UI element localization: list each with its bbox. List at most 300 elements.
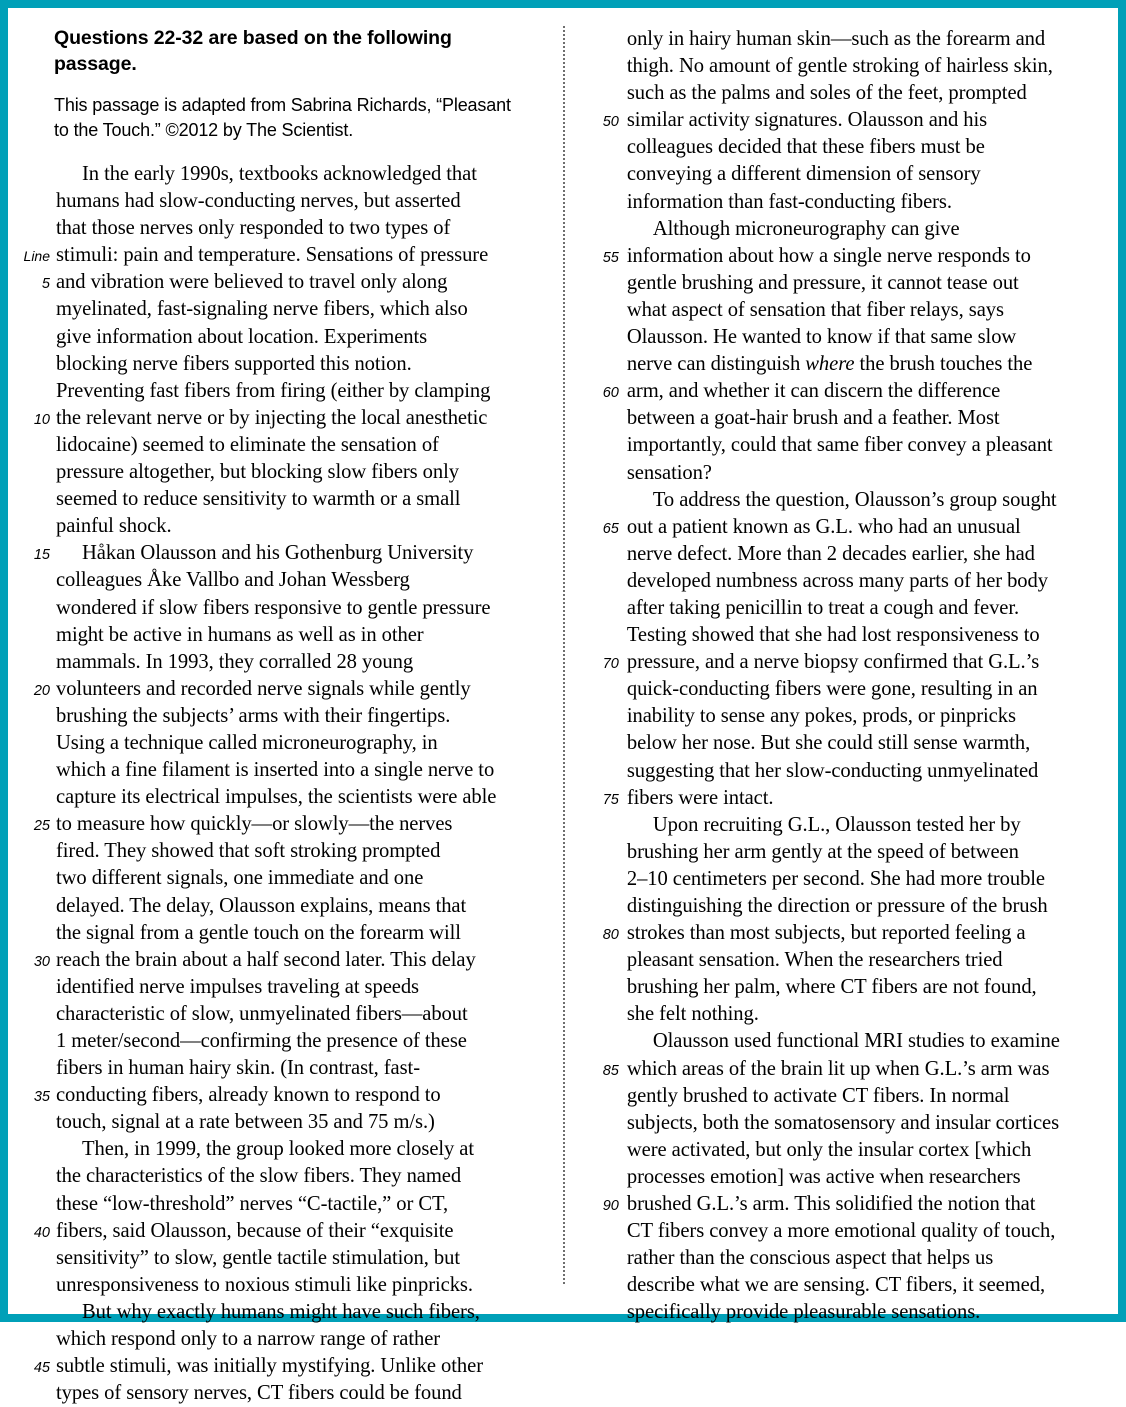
passage-line-text (56, 242, 488, 269)
line-text-run: capture its electrical impulses, the scientists were able (56, 786, 497, 809)
passage-line (589, 839, 1104, 866)
passage-line-text (56, 540, 473, 567)
passage-line-text (627, 1001, 759, 1028)
line-text-run: developed numbness across many parts of her body (626, 569, 1048, 592)
passage-line-text (627, 80, 1027, 107)
line-text-run: stimuli: pain and temperature. Sensations of pressure (56, 244, 489, 267)
passage-line-text (627, 432, 1053, 459)
line-text-pre: nerve can distinguish (626, 353, 806, 376)
passage-line-text (56, 1191, 448, 1218)
line-number: 10 (33, 411, 50, 428)
line-text-run: subjects, both the somatosensory and insular cortices (626, 1111, 1060, 1134)
passage-line (589, 568, 1104, 595)
line-number: 20 (33, 682, 50, 699)
passage-line-text (627, 568, 1048, 595)
line-text-run: brushed G.L.’s arm. This solidified the notion that (626, 1193, 1036, 1216)
line-text-run: suggesting that her slow-conducting unmyelinated (626, 759, 1039, 782)
line-text-run: distinguishing the direction or pressure of the brush (626, 895, 1048, 917)
line-number: 55 (602, 249, 619, 266)
passage-line-text (627, 216, 960, 243)
passage-line-text (627, 378, 1000, 405)
passage-line-text (56, 324, 427, 351)
line-text-run: Although microneurography can give (652, 217, 960, 240)
passage-line-text (627, 324, 1016, 351)
passage-line (18, 513, 561, 540)
line-text-run: CT fibers convey a more emotional quality of touch, (626, 1220, 1056, 1243)
passage-line-text (627, 270, 1019, 297)
passage-line (18, 1380, 561, 1407)
passage-line (589, 541, 1104, 568)
passage-line (18, 757, 561, 784)
line-text-run: delayed. The delay, Olausson explains, means that (56, 894, 467, 917)
line-text-run: unresponsiveness to noxious stimuli like pinpricks. (56, 1273, 473, 1296)
line-number: 40 (33, 1224, 50, 1241)
line-text-run: thigh. No amount of gentle stroking of hairless skin, (626, 55, 1053, 78)
passage-line (18, 974, 561, 1001)
passage-line-text (56, 351, 412, 378)
passage-line-text (56, 1380, 462, 1407)
line-text-run: sensation? (626, 461, 712, 484)
passage-line (589, 297, 1104, 324)
passage-line (18, 893, 561, 920)
passage-line-text (56, 269, 447, 296)
passage-body-left (18, 161, 561, 1407)
passage-line-text (56, 513, 172, 540)
passage-line (18, 161, 561, 188)
passage-line (589, 432, 1104, 459)
passage-line-text (627, 405, 1000, 432)
passage-line (18, 378, 561, 405)
passage-line-text (56, 1326, 440, 1353)
passage-line-text (56, 838, 440, 865)
line-text-run: which a fine filament is inserted into a single nerve to (56, 759, 495, 782)
passage-line (18, 1082, 561, 1109)
line-text-run: rather than the conscious aspect that helps us (626, 1247, 994, 1270)
passage-line (589, 378, 1104, 405)
line-text-run: Olausson. He wanted to know if that same slow (626, 326, 1017, 349)
passage-line (589, 189, 1104, 216)
passage-line-text (627, 812, 1021, 839)
right-column (561, 26, 1104, 1324)
line-text-run: only in hairy human skin—such as the forearm and (626, 28, 1046, 50)
line-text-run: lidocaine) seemed to eliminate the sensation of (56, 433, 439, 456)
line-text-run: Olausson used functional MRI studies to examine (652, 1030, 1060, 1053)
line-text-run: inability to sense any pokes, prods, or pinpricks (626, 705, 1016, 728)
passage-line (18, 405, 561, 432)
passage-line (589, 974, 1104, 1001)
line-number: 50 (602, 114, 619, 131)
passage-line (18, 459, 561, 486)
passage-line (18, 1028, 561, 1055)
line-text-run: describe what we are sensing. CT fibers, it seemed, (626, 1274, 1046, 1297)
passage-line (18, 865, 561, 892)
passage-line (589, 26, 1104, 53)
passage-line-text (627, 1245, 993, 1272)
passage-line (18, 1326, 561, 1353)
passage-line (589, 730, 1104, 757)
passage-line (18, 1055, 561, 1082)
passage-line (18, 1245, 561, 1272)
line-text-run: the signal from a gentle touch on the forearm will (56, 921, 461, 944)
line-text-run: colleagues Åke Vallbo and Johan Wessberg (56, 569, 410, 592)
line-text-run: In the early 1990s, textbooks acknowledged that (82, 163, 477, 185)
passage-line-text (627, 1191, 1036, 1218)
line-text-run: after taking penicillin to treat a cough and fever. (626, 596, 1020, 619)
passage-line-text (627, 974, 1037, 1001)
passage-line-text (627, 351, 1032, 378)
passage-line (589, 216, 1104, 243)
line-text-run: types of sensory nerves, CT fibers could be found (56, 1382, 462, 1405)
passage-line (589, 405, 1104, 432)
passage-line-text (627, 1083, 1009, 1110)
line-text-run: identified nerve impulses traveling at speeds (56, 975, 419, 998)
passage-line (589, 1245, 1104, 1272)
passage-line (18, 1218, 561, 1245)
passage-line-text (56, 1109, 435, 1136)
passage-line-text (56, 622, 424, 649)
passage-line-text (56, 161, 477, 188)
line-text-run: To address the question, Olausson’s group sought (652, 488, 1057, 511)
passage-line (589, 1137, 1104, 1164)
passage-line-text (627, 1110, 1059, 1137)
line-text-run: nerve defect. More than 2 decades earlier, she had (626, 542, 1035, 565)
passage-line (589, 866, 1104, 893)
passage-line-text (627, 676, 1038, 703)
passage-line-text (627, 866, 1045, 893)
line-text-run: Upon recruiting G.L., Olausson tested her by (652, 813, 1021, 836)
passage-line (18, 1001, 561, 1028)
passage-line-text (56, 432, 439, 459)
passage-line (589, 920, 1104, 947)
passage-line (589, 270, 1104, 297)
passage-line (589, 324, 1104, 351)
passage-line-text (56, 378, 490, 405)
passage-line-text (56, 920, 461, 947)
passage-line-text (627, 161, 981, 188)
passage-line-text (627, 622, 1040, 649)
passage-line (589, 893, 1104, 920)
passage-line (18, 351, 561, 378)
passage-line (589, 1110, 1104, 1137)
line-text-run: volunteers and recorded nerve signals while gently (56, 677, 471, 700)
passage-line (589, 1083, 1104, 1110)
passage-line (589, 107, 1104, 134)
line-text-run: gently brushed to activate CT fibers. In normal (626, 1084, 1010, 1107)
passage-line-text (627, 649, 1039, 676)
passage-line-text (627, 460, 712, 487)
passage-line-text (627, 947, 1003, 974)
passage-line-text (56, 1245, 460, 1272)
passage-line-text (627, 1056, 1050, 1083)
passage-line-text (56, 296, 468, 323)
passage-line-text (627, 26, 1045, 53)
line-text-run: blocking nerve fibers supported this notion. (56, 352, 412, 375)
line-text-run: out a patient known as G.L. who had an unusual (626, 515, 1021, 538)
line-text-run: Preventing fast fibers from firing (either by clamping (56, 379, 491, 402)
passage-line (589, 460, 1104, 487)
passage-line (589, 947, 1104, 974)
passage-line (18, 703, 561, 730)
passage-line-text (627, 107, 987, 134)
passage-line-text (56, 567, 410, 594)
passage-line-text (56, 974, 419, 1001)
passage-line (589, 1001, 1104, 1028)
passage-line-text (56, 649, 413, 676)
passage-line-text (56, 1299, 480, 1326)
passage-line (18, 1353, 561, 1380)
passage-line (589, 134, 1104, 161)
line-text-run: the relevant nerve or by injecting the local anesthetic (56, 406, 488, 429)
passage-line (18, 215, 561, 242)
passage-line-text (56, 865, 423, 892)
line-text-run: humans had slow-conducting nerves, but asserted (56, 190, 461, 213)
passage-line-text (56, 811, 452, 838)
passage-line (589, 622, 1104, 649)
passage-line-text (56, 1218, 453, 1245)
line-text-run: mammals. In 1993, they corralled 28 young (56, 650, 414, 673)
line-text-run: gentle brushing and pressure, it cannot tease out (626, 271, 1019, 294)
passage-line-text (627, 1028, 1060, 1055)
passage-line-text (627, 514, 1021, 541)
line-text-run: below her nose. But she could still sense warmth, (626, 732, 1031, 755)
passage-header (18, 26, 561, 143)
line-number: 25 (33, 818, 50, 835)
passage-line (589, 1191, 1104, 1218)
line-text-run: brushing her arm gently at the speed of between (626, 840, 1019, 863)
passage-line (18, 486, 561, 513)
passage-line (18, 947, 561, 974)
passage-line-text (627, 920, 1026, 947)
passage-line (18, 1163, 561, 1190)
line-text-run: that those nerves only responded to two types of (56, 217, 451, 240)
passage-line (18, 540, 561, 567)
passage-line-text (56, 215, 450, 242)
line-text-run: conveying a different dimension of sensory (626, 163, 981, 186)
line-text-run: Håkan Olausson and his Gothenburg University (82, 542, 474, 565)
line-text-run: what aspect of sensation that fiber relays, says (626, 298, 1004, 321)
passage-line (18, 622, 561, 649)
line-text-run: 1 meter/second—confirming the presence of these (56, 1030, 467, 1052)
passage-line (18, 1299, 561, 1326)
passage-line-text (56, 1082, 441, 1109)
passage-line (589, 1299, 1104, 1326)
two-column-layout (8, 8, 1118, 1405)
line-text-run: two different signals, one immediate and one (56, 867, 424, 890)
line-number: 45 (33, 1360, 50, 1377)
passage-line-text (56, 459, 459, 486)
passage-line (589, 758, 1104, 785)
line-text-run: between a goat-hair brush and a feather. Most (626, 407, 1000, 430)
line-text-run: similar activity signatures. Olausson and his (626, 109, 988, 132)
passage-line (589, 1272, 1104, 1299)
line-number: 60 (602, 385, 619, 402)
passage-line-text (627, 1218, 1055, 1245)
line-text-run: touch, signal at a rate between 35 and 75 m/s.) (56, 1111, 435, 1134)
line-number-label: Line (23, 248, 50, 265)
passage-line-text (56, 947, 476, 974)
line-text-run: processes emotion] was active when researchers (626, 1165, 1021, 1188)
line-number: 30 (33, 953, 50, 970)
passage-line (18, 784, 561, 811)
passage-line-text (627, 243, 1031, 270)
line-text-run: pressure altogether, but blocking slow fibers only (56, 461, 459, 484)
emphasized-word: where (805, 353, 855, 376)
line-text-run: and vibration were believed to travel only along (56, 271, 448, 294)
passage-line-text (56, 784, 496, 811)
line-text-run: such as the palms and soles of the feet, prompted (626, 82, 1027, 105)
passage-line (18, 1109, 561, 1136)
passage-line (589, 487, 1104, 514)
passage-line (18, 676, 561, 703)
passage-line-text (56, 405, 487, 432)
passage-line-text (56, 703, 450, 730)
passage-line (18, 1136, 561, 1163)
line-number: 15 (33, 547, 50, 564)
line-text-run: the characteristics of the slow fibers. They named (56, 1165, 462, 1188)
line-text-run: fibers, said Olausson, because of their “exquisite (56, 1219, 454, 1242)
passage-line-text (56, 595, 490, 622)
passage-line (18, 432, 561, 459)
line-text-run: characteristic of slow, unmyelinated fibers—about (56, 1002, 468, 1025)
passage-line (18, 296, 561, 323)
passage-line-text (56, 1272, 473, 1299)
line-text-run: painful shock. (56, 515, 172, 538)
passage-line-text (627, 893, 1048, 920)
passage-line (589, 649, 1104, 676)
line-text-run: Testing showed that she had lost responsiveness to (626, 624, 1040, 647)
left-column (18, 26, 561, 1405)
passage-line (589, 1218, 1104, 1245)
line-text-run: fired. They showed that soft stroking prompted (56, 840, 441, 863)
line-text-run: were activated, but only the insular cortex [which (626, 1138, 1032, 1161)
line-text-run: brushing her palm, where CT fibers are not found, (626, 976, 1037, 999)
line-text-run: Then, in 1999, the group looked more closely at (82, 1138, 475, 1161)
passage-line-text (56, 188, 461, 215)
page-title: Questions 22-32 are based on the following passage. (54, 27, 452, 75)
line-text-run: these “low-threshold” nerves “C-tactile,” or CT, (56, 1192, 449, 1215)
passage-line (589, 514, 1104, 541)
passage-line (589, 785, 1104, 812)
passage-line-text (56, 486, 460, 513)
passage-line (18, 920, 561, 947)
line-text-run: seemed to reduce sensitivity to warmth or a small (56, 488, 461, 511)
line-text-run: pressure, and a nerve biopsy confirmed that G.L.’s (626, 651, 1040, 674)
line-number: 90 (602, 1198, 619, 1215)
line-text-run: give information about location. Experiments (56, 325, 428, 348)
passage-body-right (589, 26, 1104, 1327)
passage-line (18, 269, 561, 296)
line-text-run: importantly, could that same fiber convey a pleasant (626, 434, 1053, 457)
line-text-run: she felt nothing. (626, 1003, 759, 1026)
line-text-run: reach the brain about a half second later. This delay (56, 948, 476, 971)
line-text-run: which areas of the brain lit up when G.L.’s arm was (626, 1057, 1050, 1080)
passage-line-text (56, 1001, 468, 1028)
passage-line-text (56, 1163, 461, 1190)
passage-line (18, 595, 561, 622)
line-text-run: might be active in humans as well as in other (56, 623, 424, 646)
passage-line-text (627, 703, 1016, 730)
passage-line (18, 838, 561, 865)
line-text-run: sensitivity” to slow, gentle tactile stimulation, but (56, 1246, 460, 1269)
passage-line-text (627, 730, 1030, 757)
passage-line (589, 703, 1104, 730)
passage-attribution: This passage is adapted from Sabrina Richards, “Pleasant to the Touch.” ©2012 by The Scientist. (54, 95, 511, 140)
line-number: 35 (33, 1089, 50, 1106)
passage-line-text (627, 189, 952, 216)
passage-line (589, 595, 1104, 622)
line-text-run: strokes than most subjects, but reported feeling a (626, 922, 1026, 945)
line-text-run: information about how a single nerve responds to (626, 244, 1031, 267)
passage-line (589, 243, 1104, 270)
passage-line (18, 567, 561, 594)
line-number: 70 (602, 656, 619, 673)
passage-line (589, 80, 1104, 107)
passage-line-text (627, 541, 1035, 568)
line-text-run: which respond only to a narrow range of rather (56, 1328, 441, 1351)
passage-line-text (627, 134, 985, 161)
passage-line (589, 676, 1104, 703)
line-number: 75 (602, 791, 619, 808)
line-text-run: information than fast-conducting fibers. (626, 190, 952, 213)
passage-line (589, 1164, 1104, 1191)
line-text-run: fibers in human hairy skin. (In contrast, fast- (56, 1057, 420, 1080)
line-text-run: But why exactly humans might have such fibers, (82, 1300, 480, 1323)
passage-line-text (627, 1137, 1031, 1164)
line-text-post: the brush touches the (854, 353, 1033, 376)
passage-line-text (56, 1136, 474, 1163)
passage-line-text (56, 1055, 420, 1082)
line-number: 85 (602, 1062, 619, 1079)
passage-line (18, 188, 561, 215)
passage-line-text (627, 1272, 1045, 1299)
line-text-run: myelinated, fast-signaling nerve fibers, which also (56, 298, 468, 321)
passage-line-text (627, 839, 1019, 866)
passage-line-text (56, 1353, 483, 1380)
passage-line (589, 53, 1104, 80)
line-text-run: colleagues decided that these fibers must be (626, 136, 985, 159)
passage-line-text (627, 297, 1004, 324)
passage-line-text (627, 758, 1038, 785)
passage-line (18, 242, 561, 269)
passage-line-text (627, 53, 1053, 80)
passage-line (18, 324, 561, 351)
passage-line-text (56, 730, 438, 757)
line-text-run: wondered if slow fibers responsive to gentle pressure (56, 596, 491, 619)
passage-line (589, 1056, 1104, 1083)
passage-line-text (627, 1299, 980, 1326)
passage-line-text (627, 487, 1057, 514)
line-text-run: specifically provide pleasurable sensations. (626, 1301, 981, 1324)
line-text-run: brushing the subjects’ arms with their fingertips. (56, 704, 451, 727)
passage-line (589, 351, 1104, 378)
line-text-run: arm, and whether it can discern the difference (626, 380, 1001, 403)
passage-line-text (627, 1164, 1021, 1191)
line-text-run: pleasant sensation. When the researchers tried (626, 949, 1003, 972)
line-text-run: conducting fibers, already known to respond to (56, 1084, 441, 1107)
line-text-run: to measure how quickly—or slowly—the nerves (56, 813, 453, 836)
line-number: 80 (602, 927, 619, 944)
passage-line (589, 1028, 1104, 1055)
line-number: 65 (602, 520, 619, 537)
passage-line (18, 649, 561, 676)
passage-line (589, 161, 1104, 188)
passage-line-text (56, 893, 466, 920)
line-text-run: fibers were intact. (626, 786, 774, 809)
line-text-run: quick-conducting fibers were gone, resulting in an (626, 678, 1038, 701)
line-text-run: Using a technique called microneurography, in (56, 731, 438, 754)
line-number: 5 (41, 276, 50, 293)
line-text-run: subtle stimuli, was initially mystifying. Unlike other (56, 1355, 483, 1378)
